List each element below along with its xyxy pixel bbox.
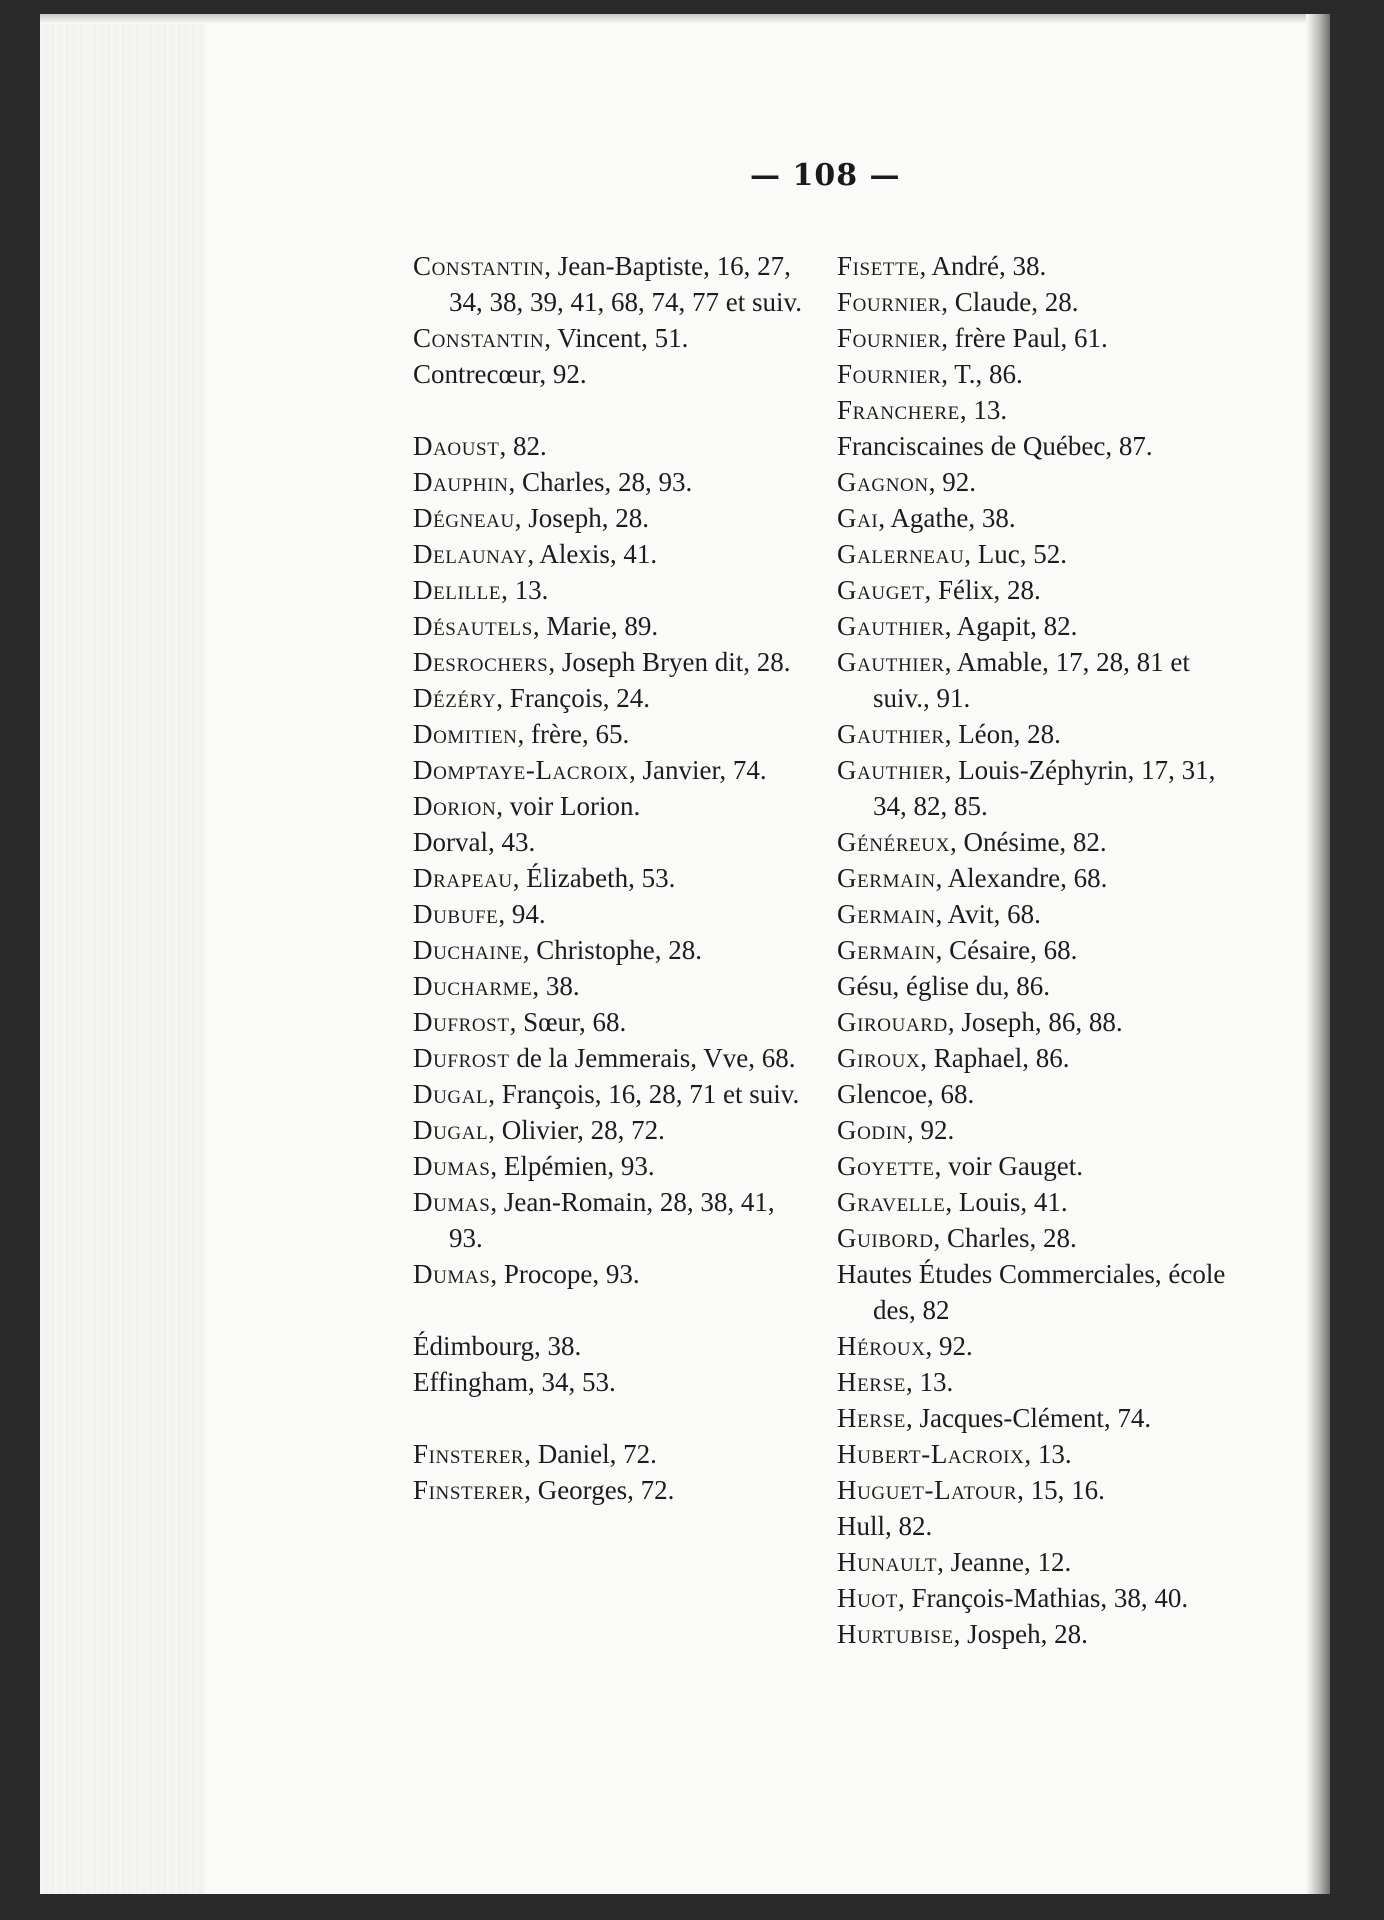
index-entry-name: Gauthier [837,611,945,641]
index-entry-text: , 13. [501,575,549,605]
index-entry [837,932,1227,968]
index-entry [837,896,1227,932]
index-entry [837,248,1227,284]
index-entry-text: , Léon, 28. [944,719,1061,749]
index-entry-text: , voir Lorion. [496,791,641,821]
index-entry-text: , Janvier, 74. [629,755,767,785]
index-entry [837,464,1227,500]
index-entry-name: Finsterer [413,1439,525,1469]
index-entry-text: , Onésime, 82. [949,827,1107,857]
index-entry-name: Guibord [837,1223,934,1253]
index-entry-text: , voir Gauget. [934,1151,1084,1181]
index-entry [413,716,803,752]
index-entry-text: , Charles, 28, 93. [508,467,693,497]
index-entry-text: , Claude, 28. [941,287,1079,317]
index-entry-name: Daoust [413,431,500,461]
index-entry-text: , Jeanne, 12. [937,1547,1072,1577]
index-entry-text: , François, 16, 28, 71 et suiv. [488,1079,800,1109]
index-entry-name: Dufrost [413,1007,510,1037]
index-entry-name: Girouard [837,1007,948,1037]
index-entry [413,1472,803,1508]
index-entry-text: , Procope, 93. [490,1259,640,1289]
index-entry [413,428,803,464]
index-entry [413,1364,803,1400]
index-entry [413,644,803,680]
index-entry-name: Franchere [837,395,960,425]
index-entry-name: Germain [837,899,936,929]
index-entry-text: , Louis-Zéphyrin, 17, 31, 34, 82, 85. [873,755,1216,821]
index-entry-name: Gagnon [837,467,929,497]
index-entry [413,752,803,788]
index-entry [413,1148,803,1184]
index-entry [837,1472,1227,1508]
index-entry-text: , Jospeh, 28. [953,1619,1088,1649]
index-entry-text: , Jean-Romain, 28, 38, 41, 93. [449,1187,775,1253]
index-entry-text: , Alexandre, 68. [935,863,1108,893]
index-entry-name: Dorion [413,791,497,821]
index-entry-name: Gravelle [837,1187,946,1217]
index-entry [837,392,1227,428]
index-entry-name: Herse [837,1403,906,1433]
index-entry-text: , Vincent, 51. [544,323,689,353]
index-entry-text: , 82. [499,431,547,461]
index-entry-name: Domptaye-Lacroix [413,755,629,785]
index-entry-text: , 92. [925,1331,973,1361]
index-entry-name: Germain [837,863,936,893]
index-entry-text: , André, 38. [919,251,1047,281]
index-entry [413,320,803,356]
index-entry-name: Dumas [413,1259,491,1289]
index-entry-text: Hull, 82. [837,1511,933,1541]
index-entry-name: Généreux [837,827,950,857]
index-entry-name: Dubufe [413,899,499,929]
index-entry-text: Hautes Études Commerciales, école des, 82 [837,1259,1226,1325]
index-entry-text: Effingham, 34, 53. [413,1367,616,1397]
index-entry-text: , Élizabeth, 53. [512,863,676,893]
index-entry-text: Glencoe, 68. [837,1079,975,1109]
index-entry-name: Dézéry [413,683,497,713]
index-entry-text: , Olivier, 28, 72. [488,1115,665,1145]
index-entry-text: , Amable, 17, 28, 81 et suiv., 91. [873,647,1190,713]
index-entry [837,1508,1227,1544]
index-entry-name: Dugal [413,1115,489,1145]
index-entry-text: , Alexis, 41. [527,539,658,569]
index-entry-name: Dumas [413,1151,491,1181]
index-entry-name: Galerneau [837,539,965,569]
index-entry [413,1436,803,1472]
index-entry-name: Fournier [837,287,942,317]
index-entry [413,248,803,320]
index-entry [413,1184,803,1256]
index-entry-text: Franciscaines de Québec, 87. [837,431,1153,461]
index-entry [837,1364,1227,1400]
index-entry [837,320,1227,356]
index-entry-name: Domitien [413,719,518,749]
index-entry-name: Finsterer [413,1475,525,1505]
index-entry-text: , 92. [907,1115,955,1145]
index-entry [837,608,1227,644]
index-entry-name: Dauphin [413,467,509,497]
index-entry-name: Constantin [413,323,545,353]
book-page [40,14,1330,1894]
index-entry-text: , François-Mathias, 38, 40. [897,1583,1189,1613]
index-entry-name: Ducharme [413,971,533,1001]
index-entry-name: Héroux [837,1331,926,1361]
index-entry [413,536,803,572]
index-entry [413,356,803,392]
index-entry-name: Gai [837,503,879,533]
index-entry [837,572,1227,608]
index-entry [413,1040,803,1076]
index-entry-text: , Christophe, 28. [522,935,703,965]
index-entry [837,1220,1227,1256]
index-entry-text: Gésu, église du, 86. [837,971,1050,1001]
index-column-right [837,248,1227,1652]
entry-gap [413,392,803,428]
index-entry-text: , frère Paul, 61. [941,323,1108,353]
index-entry [413,464,803,500]
index-entry-name: Duchaine [413,935,523,965]
index-entry [837,860,1227,896]
index-entry [837,1328,1227,1364]
index-entry-name: Gauthier [837,755,945,785]
index-entry-name: Gauget [837,575,925,605]
index-entry [413,572,803,608]
index-entry-text: , 92. [928,467,976,497]
index-entry [413,860,803,896]
index-entry-name: Hurtubise [837,1619,954,1649]
index-entry [837,1004,1227,1040]
index-entry-text: Dorval, 43. [413,827,536,857]
index-entry-name: Germain [837,935,936,965]
index-entry-name: Huot [837,1583,898,1613]
index-entry [837,1436,1227,1472]
index-entry-text: , Félix, 28. [924,575,1041,605]
index-entry [837,1148,1227,1184]
entry-gap [413,1400,803,1436]
index-entry-name: Herse [837,1367,906,1397]
index-entry-name: Drapeau [413,863,513,893]
index-entry-text: , Jean-Baptiste, 16, 27, 34, 38, 39, 41, 68, 74, 77 et suiv. [449,251,802,317]
index-entry-text: , Agathe, 38. [878,503,1016,533]
index-entry [837,284,1227,320]
entry-gap [413,1292,803,1328]
index-entry [413,824,803,860]
index-entry [837,824,1227,860]
index-entry [837,1616,1227,1652]
index-entry-name: Goyette [837,1151,935,1181]
index-entry [837,1580,1227,1616]
index-entry-name: Dufrost [413,1043,510,1073]
index-entry-name: Fournier [837,359,942,389]
index-entry-text: , Avit, 68. [935,899,1041,929]
index-entry-name: Hubert-Lacroix [837,1439,1025,1469]
index-entry-text: , Georges, 72. [524,1475,675,1505]
index-entry-text: , 94. [498,899,546,929]
index-entry [837,1040,1227,1076]
index-entry-name: Giroux [837,1043,921,1073]
index-entry-name: Désautels [413,611,533,641]
page-number: — 108 — [750,158,901,193]
index-entry [413,608,803,644]
index-entry-name: Delaunay [413,539,528,569]
page-gutter-shadow [1306,14,1330,1894]
index-entry-name: Desrochers [413,647,549,677]
index-entry [413,1004,803,1040]
index-entry-text: , Césaire, 68. [935,935,1078,965]
index-entry-text: , Marie, 89. [532,611,659,641]
index-entry-text: , Luc, 52. [964,539,1068,569]
index-entry-name: Fournier [837,323,942,353]
index-entry [837,752,1227,824]
index-entry-text: , Joseph, 86, 88. [947,1007,1123,1037]
index-entry-name: Gauthier [837,647,945,677]
index-entry-text: , Agapit, 82. [944,611,1078,641]
index-entry-name: Fisette [837,251,920,281]
index-entry [837,500,1227,536]
index-entry [837,428,1227,464]
index-entry-text: , 38. [532,971,580,1001]
index-entry [413,1112,803,1148]
index-entry-text: , Raphael, 86. [920,1043,1070,1073]
index-entry-name: Gauthier [837,719,945,749]
index-entry-text: , 15, 16. [1017,1475,1105,1505]
index-entry [413,680,803,716]
index-entry [837,1256,1227,1328]
index-entry-text: , frère, 65. [517,719,630,749]
index-entry-text: de la Jemmerais, Vve, 68. [509,1043,796,1073]
index-entry-text: , Elpémien, 93. [490,1151,655,1181]
index-entry-name: Godin [837,1115,907,1145]
index-entry-name: Huguet-Latour [837,1475,1018,1505]
index-entry-text: Contrecœur, 92. [413,359,587,389]
index-entry [413,932,803,968]
index-entry-text: , Charles, 28. [933,1223,1077,1253]
index-entry [413,1256,803,1292]
index-entry-text: , 13. [1024,1439,1072,1469]
index-entry-text: , T., 86. [941,359,1023,389]
index-entry-text: , 13. [959,395,1008,425]
index-entry [837,1400,1227,1436]
index-entry-text: , 13. [905,1367,954,1397]
index-entry [837,1112,1227,1148]
index-entry-text: , Joseph, 28. [514,503,650,533]
page-top-shadow [40,14,1330,24]
index-entry [837,1544,1227,1580]
index-entry-text: , Daniel, 72. [524,1439,657,1469]
index-entry [837,968,1227,1004]
index-entry [413,896,803,932]
index-entry-text: , Joseph Bryen dit, 28. [548,647,791,677]
index-entry-text: Édimbourg, 38. [413,1331,582,1361]
index-entry-text: , François, 24. [496,683,650,713]
index-entry [413,1328,803,1364]
index-entry-name: Constantin [413,251,545,281]
index-column-left [413,248,803,1508]
index-entry [413,1076,803,1112]
index-entry [837,716,1227,752]
index-entry-text: , Sœur, 68. [509,1007,627,1037]
index-entry-name: Hunault [837,1547,938,1577]
index-entry-name: Dugal [413,1079,489,1109]
index-entry-text: , Jacques-Clément, 74. [905,1403,1152,1433]
page-stack-edge [40,14,205,1894]
index-entry [837,644,1227,716]
index-entry [837,1184,1227,1220]
index-entry-name: Dumas [413,1187,491,1217]
index-entry [837,536,1227,572]
index-entry [413,788,803,824]
index-entry-text: , Louis, 41. [945,1187,1068,1217]
index-entry-name: Delille [413,575,502,605]
index-entry [413,968,803,1004]
index-entry [837,356,1227,392]
index-entry-name: Dégneau [413,503,515,533]
index-entry [413,500,803,536]
index-entry [837,1076,1227,1112]
